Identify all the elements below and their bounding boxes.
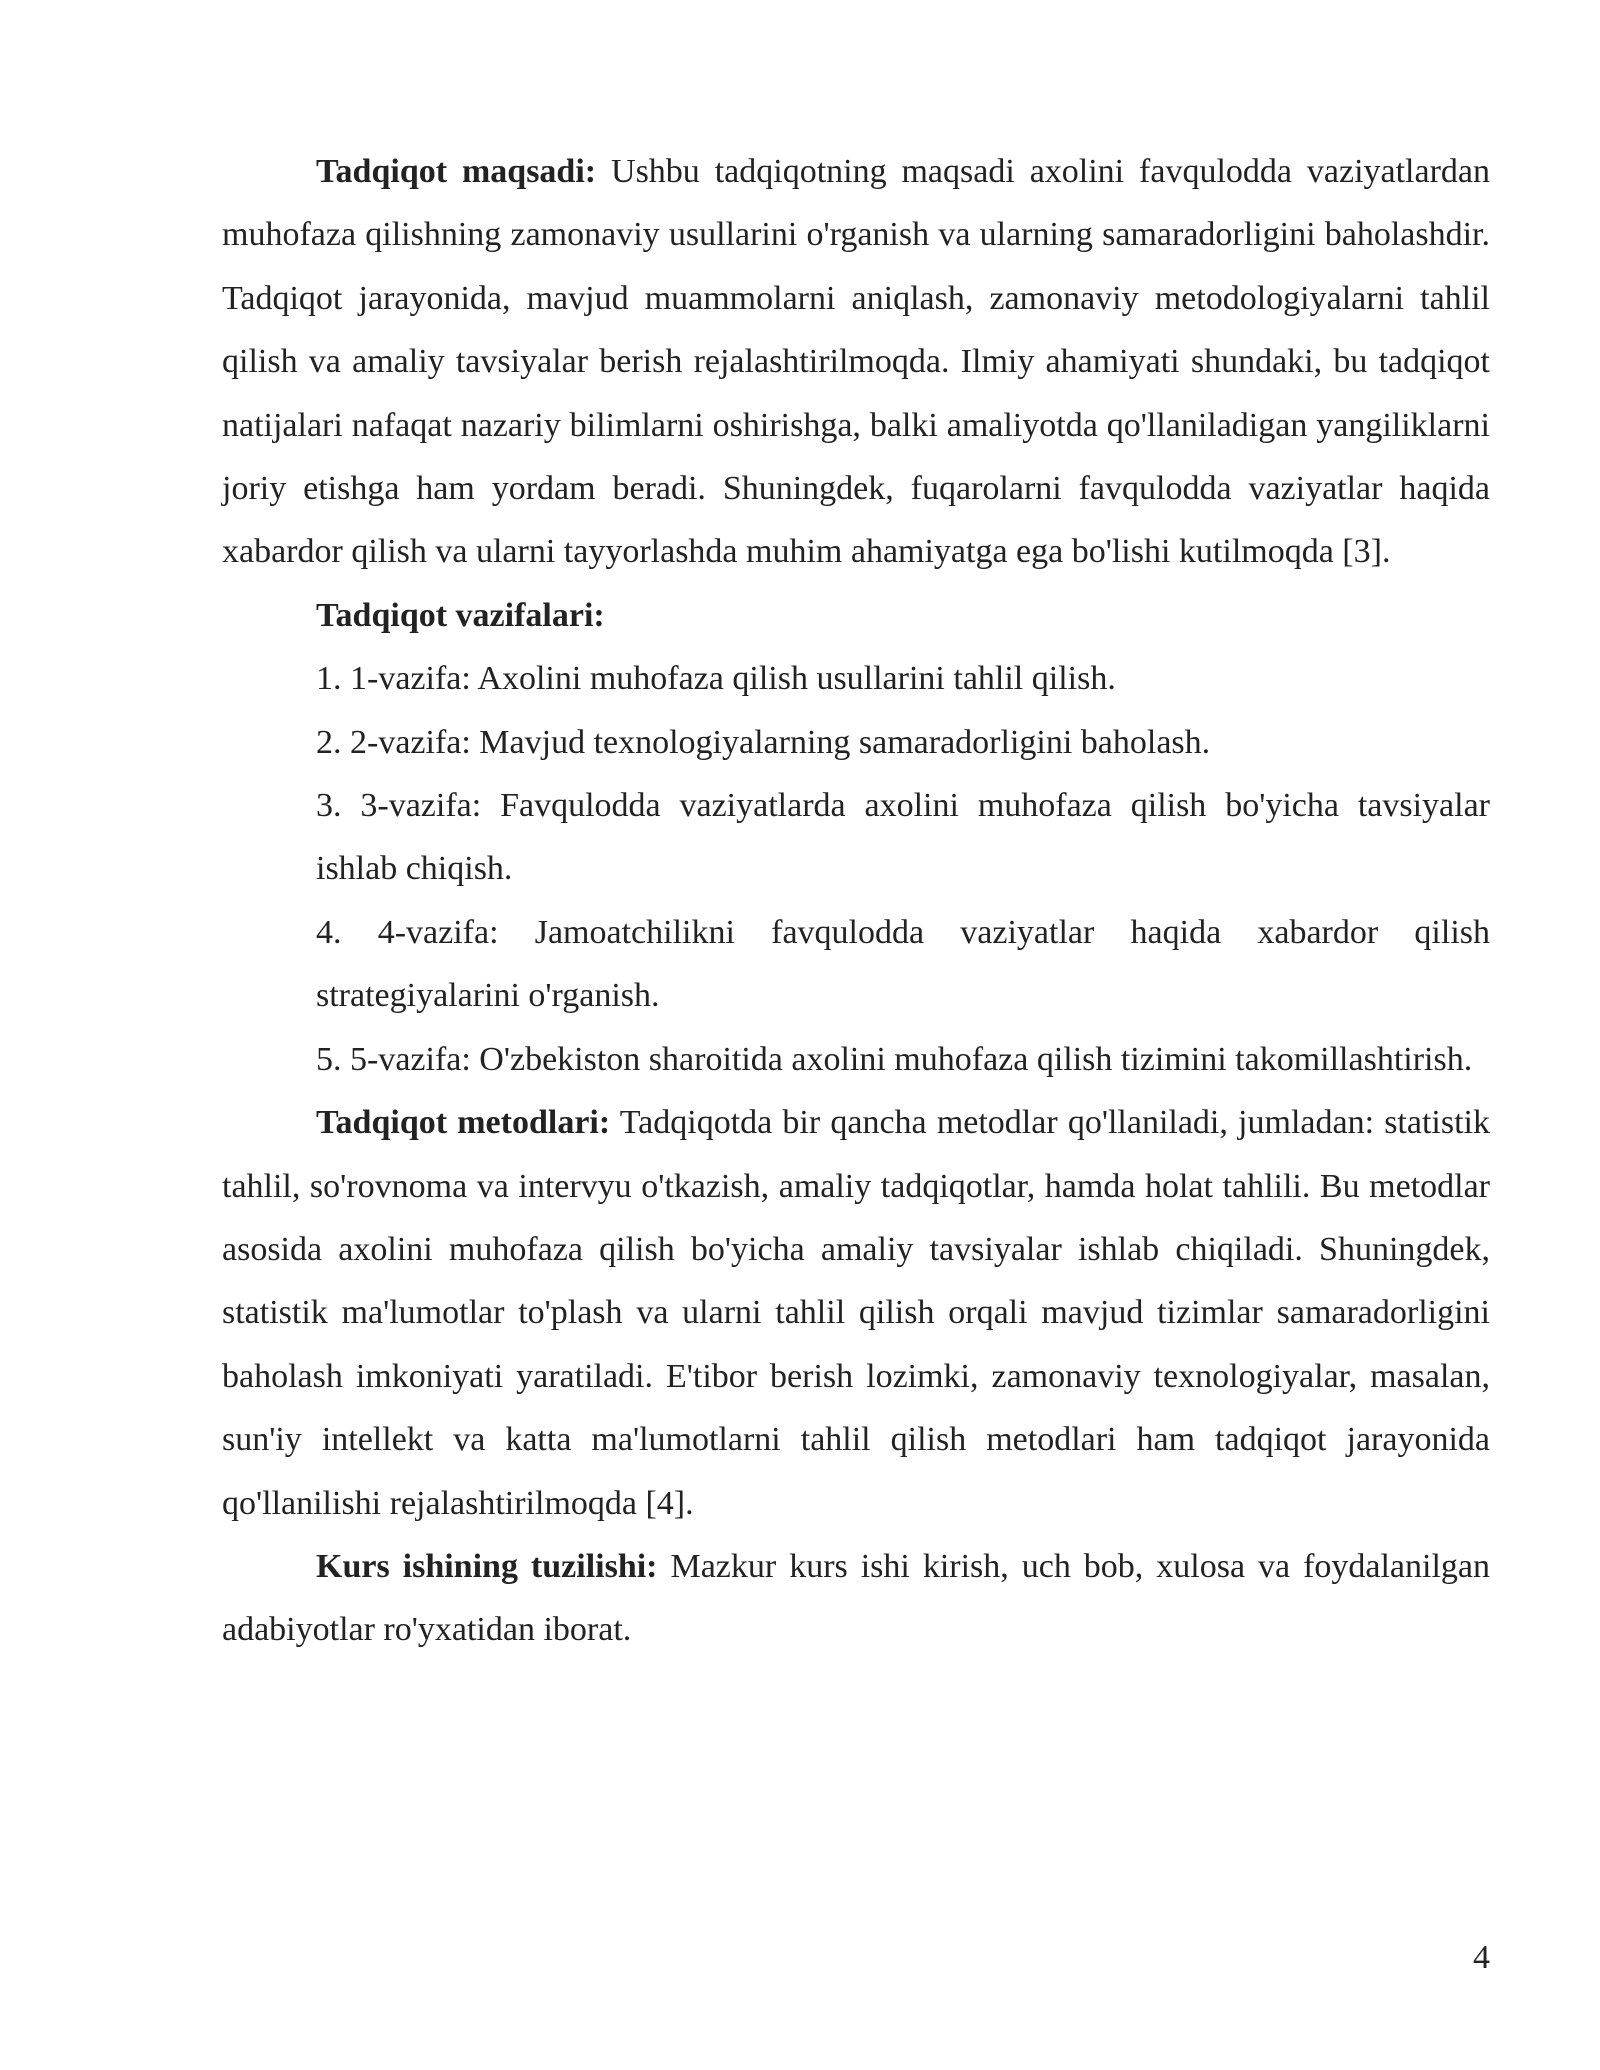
list-item: 3. 3-vazifa: Favqulodda vaziyatlarda axolini muhofaza qilish bo'yicha tavsiyalar ishlab chiqish. [316, 787, 1490, 888]
list-item: 5. 5-vazifa: O'zbekiston sharoitida axolini muhofaza qilish tizimini takomillashtirish. [316, 1040, 1473, 1078]
paragraph-metodlar [222, 1091, 1490, 1535]
paragraph-vazifalar-heading [222, 584, 1490, 647]
document-body [222, 140, 1490, 1662]
heading-maqsad: Tadqiqot maqsadi: [316, 153, 597, 190]
page-number: 4 [1473, 1939, 1490, 1976]
list-item: 2. 2-vazifa: Mavjud texnologiyalarning samaradorligini baholash. [316, 723, 1211, 761]
text-tuzilish: Mazkur kurs ishi kirish, uch bob, xulosa va foydalanilgan adabiyotlar ro'yxatidan iborat. [222, 1547, 1491, 1649]
paragraph-tuzilish [222, 1535, 1490, 1662]
heading-metodlar: Tadqiqot metodlari: [316, 1104, 611, 1142]
list-item: 4. 4-vazifa: Jamoatchilikni favqulodda vaziyatlar haqida xabardor qilish strategiyalarini o'rganish. [316, 913, 1490, 1015]
text-maqsad: Ushbu tadqiqotning maqsadi axolini favqulodda vaziyatlardan muhofaza qilishning zamonaviy usullarini o'rganish va ularning samaradorligini baholashdir. Tadqiqot jarayonida, mavjud muammolarni aniqlash, zamonaviy metodologiyalarni tahlil qilish va amaliy tavsiyalar berish rejalashtirilmoqda. Ilmiy ahamiyati shundaki, bu tadqiqot natijalari nafaqat nazariy bilimlarni oshirishga, balki amaliyotda qo'llaniladigan yangiliklarni joriy etishga ham yordam beradi. Shuningdek, fuqarolarni favqulodda vaziyatlar haqida xabardor qilish va ularni tayyorlashda muhim ahamiyatga ega bo'lishi kutilmoqda [3]. [222, 153, 1490, 571]
list-item: 1. 1-vazifa: Axolini muhofaza qilish usullarini tahlil qilish. [316, 660, 1116, 698]
paragraph-maqsad [222, 140, 1490, 584]
heading-tuzilish: Kurs ishining tuzilishi: [316, 1547, 658, 1585]
text-metodlar: Tadqiqotda bir qancha metodlar qo'llaniladi, jumladan: statistik tahlil, so'rovnoma va intervyu o'tkazish, amaliy tadqiqotlar, hamda holat tahlili. Bu metodlar asosida axolini muhofaza qilish bo'yicha amaliy tavsiyalar ishlab chiqiladi. Shuningdek, statistik ma'lumotlar to'plash va ularni tahlil qilish orqali mavjud tizimlar samaradorligini baholash imkoniyati yaratiladi. E'tibor berish lozimki, zamonaviy texnologiyalar, masalan, sun'iy intellekt va katta ma'lumotlarni tahlil qilish metodlari ham tadqiqot jarayonida qo'llanilishi rejalashtirilmoqda [4]. [222, 1104, 1490, 1522]
heading-vazifalar: Tadqiqot vazifalari: [316, 596, 605, 634]
